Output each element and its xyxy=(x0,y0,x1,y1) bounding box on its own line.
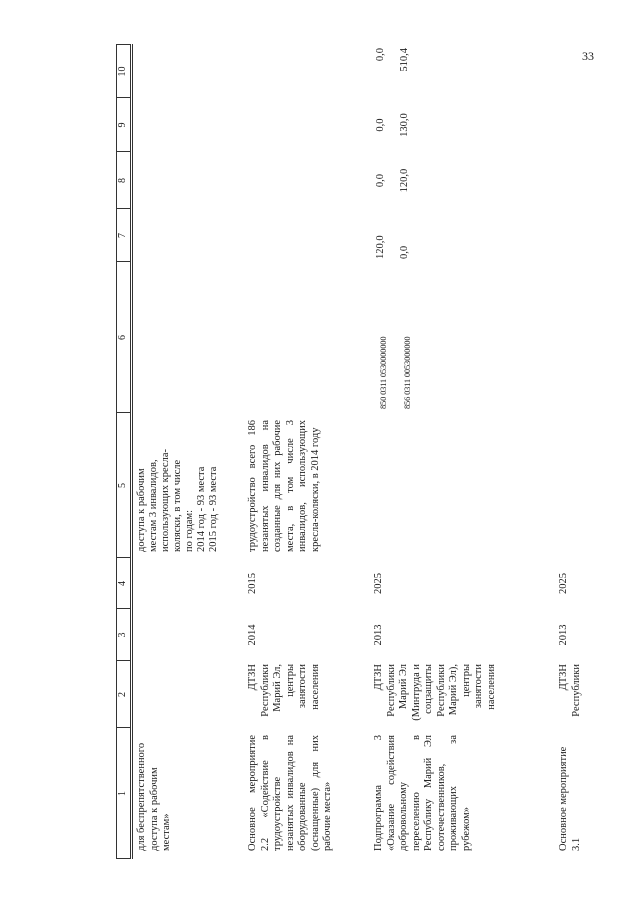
measure-2-2-executor: ДТЗН Республики Марий Эл, центры занятости населения xyxy=(247,664,321,717)
budget-col7: 120,0 xyxy=(375,235,386,259)
result-line: по годам: xyxy=(184,509,195,552)
column-number-4: 4 xyxy=(117,581,128,586)
column-number-9: 9 xyxy=(117,122,128,128)
measure-3-1-end-year: 2025 xyxy=(558,573,569,594)
column-number-5: 5 xyxy=(117,483,128,488)
budget-col9: 130,0 xyxy=(399,113,410,137)
subprogram-3-executor: ДТЗН Республики Марий Эл (Минтруда и соцзащиты Республики Марий Эл), центры занятости населения xyxy=(373,664,497,721)
subprogram-3-start-year: 2013 xyxy=(373,624,384,646)
measure-3-1-start-year: 2013 xyxy=(558,624,569,646)
column-number-2: 2 xyxy=(117,692,128,697)
measure-3-1-executor: ДТЗН Республики xyxy=(558,664,582,717)
budget-col10: 510,4 xyxy=(399,48,410,72)
result-line: доступа к рабочим xyxy=(136,468,147,552)
result-line: 2014 год - 93 места xyxy=(196,466,207,552)
result-line: местам 3 инвалидов, xyxy=(148,459,159,552)
row-continuation-name: для беспрепятственного доступа к рабочим местам» xyxy=(136,742,172,851)
budget-code: 850 0311 0530000000 xyxy=(378,336,388,409)
page-number: 33 xyxy=(582,49,594,63)
budget-col8: 0,0 xyxy=(375,173,386,188)
column-number-1: 1 xyxy=(117,791,128,796)
column-number-7: 7 xyxy=(117,233,128,238)
measure-2-2-result: трудоустройство всего 186 незанятых инвалидов на созданные для них рабочие места, в том числе 3 инвалидов, использующих кресла-коляски, в 2014 году xyxy=(247,420,321,552)
column-number-10: 10 xyxy=(117,66,128,77)
budget-col8: 120,0 xyxy=(399,168,410,193)
budget-col7: 0,0 xyxy=(399,245,410,259)
budget-code: 856 0311 0053000000 xyxy=(402,336,412,409)
column-number-6: 6 xyxy=(117,335,128,340)
result-line: коляски, в том числе xyxy=(172,459,183,552)
measure-3-1-name: Основное мероприятие 3.1 xyxy=(558,746,582,851)
column-number-3: 3 xyxy=(117,632,128,638)
subprogram-3-end-year: 2025 xyxy=(373,573,384,594)
rotated-table xyxy=(116,44,606,859)
result-line: использующих кресла- xyxy=(160,449,171,552)
budget-col9: 0,0 xyxy=(375,118,386,132)
result-line: 2015 год - 93 места xyxy=(208,466,219,552)
measure-2-2-start-year: 2014 xyxy=(247,624,258,646)
column-number-8: 8 xyxy=(117,178,128,183)
measure-2-2-end-year: 2015 xyxy=(247,573,258,594)
subprogram-3-name: Подпрограмма 3 «Оказание содействия добровольному переселению в Республику Марий Эл соотечественников, проживающих за рубежом» xyxy=(373,735,472,851)
measure-2-2-name: Основное мероприятие 2.2 «Содействие в трудоустройстве незанятых инвалидов на оборудованные (оснащенные) для них рабочие места» xyxy=(247,735,333,851)
budget-col10: 0,0 xyxy=(375,48,386,62)
header-double-rule xyxy=(130,44,133,859)
